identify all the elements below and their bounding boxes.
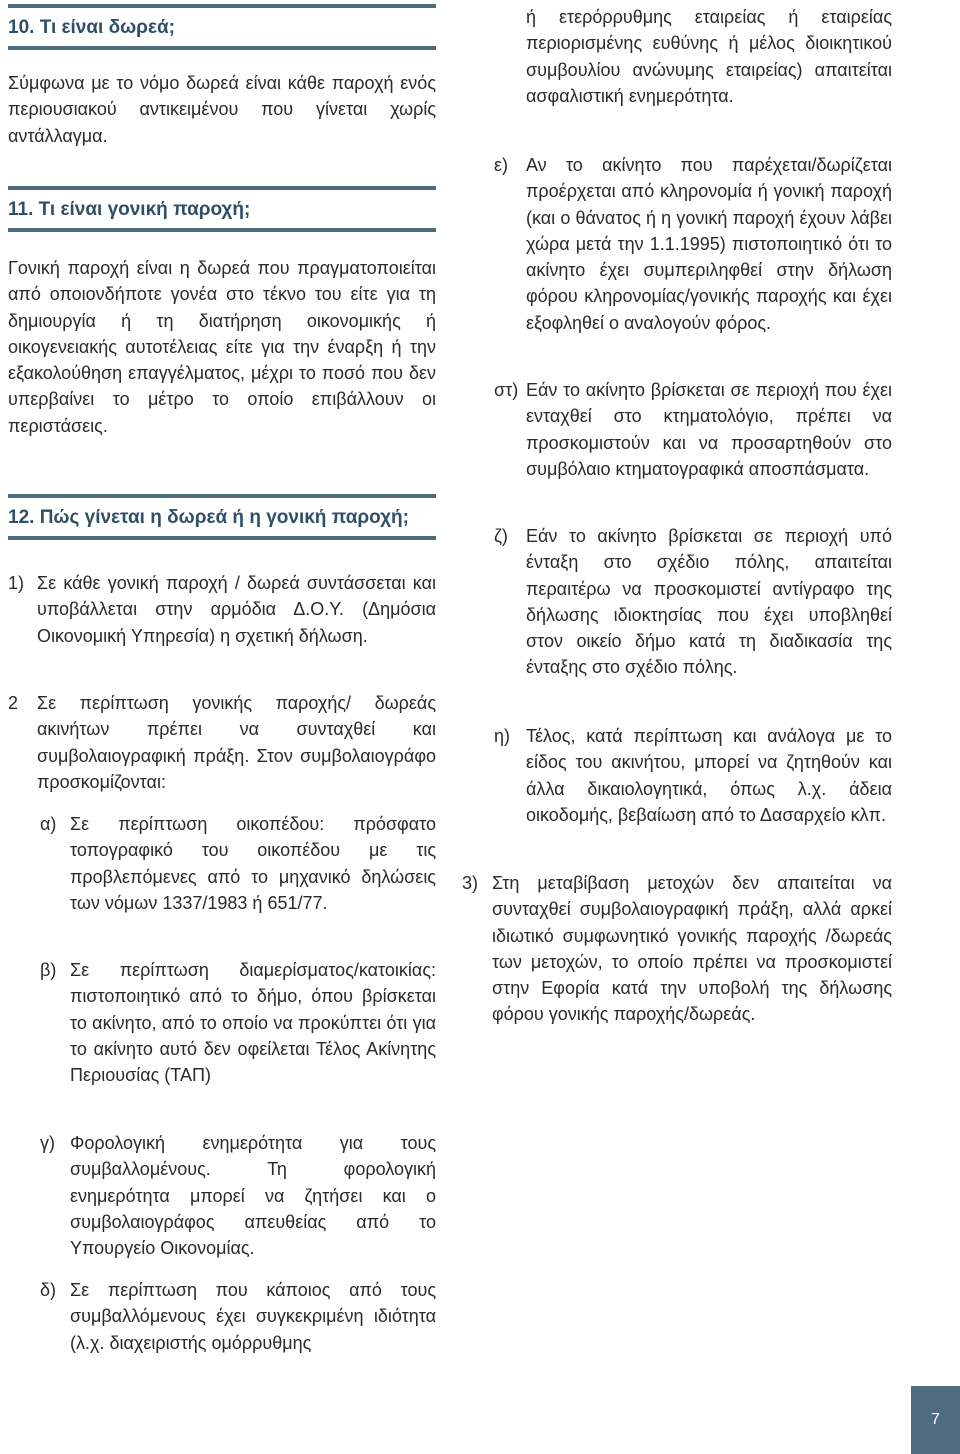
section-10-body: Σύμφωνα με το νόμο δωρεά είναι κάθε παροχή ενός περιουσιακού αντικειμένου που γίνεται χωρίς αντάλλαγμα.: [8, 73, 436, 146]
sub-item-eta-label: η): [494, 726, 511, 746]
sub-item-epsilon-label: ε): [494, 155, 509, 175]
sub-item-eta: [494, 723, 892, 828]
sub-item-stigma-label: στ): [494, 380, 519, 400]
section-11-title: 11. Τι είναι γονική παροχή;: [8, 199, 251, 220]
section-12-heading: [8, 494, 436, 540]
sub-item-beta-text: Σε περίπτωση διαμερίσματος/κατοικίας: πιστοποιητικό από το δήμο, όπου βρίσκεται το ακίνητο, από το οποίο να προκύπτει ότι για το ακίνητο αυτό δεν οφείλεται Τέλος Ακίνητης Περιουσίας (ΤΑΠ): [70, 960, 436, 1086]
section-10-heading: [8, 4, 436, 50]
list-item-2-label: 2: [8, 693, 19, 713]
sub-item-beta-label: β): [40, 960, 57, 980]
sub-item-alpha-label: α): [40, 814, 57, 834]
list-item-1-text: Σε κάθε γονική παροχή / δωρεά συντάσσεται και υποβάλλεται στην αρμόδια Δ.Ο.Υ. (Δημόσια Οικονομική Υπηρεσία) η σχετική δήλωση.: [37, 573, 436, 646]
sub-item-delta-continued: [526, 4, 892, 109]
sub-item-delta-text: Σε περίπτωση που κάποιος από τους συμβαλλόμενους έχει συγκεκριμένη ιδιότητα (λ.χ. διαχειριστής ομόρρυθμης: [70, 1280, 436, 1353]
list-item-3-text: Στη μεταβίβαση μετοχών δεν απαιτείται να συνταχθεί συμβολαιογραφική πράξη, αλλά αρκεί ιδιωτικό συμφωνητικό γονικής παροχής /δωρεάς των μετοχών, το οποίο πρέπει να προσκομιστεί στην Εφορία κατά την υποβολή της δήλωσης φόρου γονικής παροχής/δωρεάς.: [492, 873, 892, 1025]
list-item-2-text: Σε περίπτωση γονικής παροχής/ δωρεάς ακινήτων πρέπει να συνταχθεί και συμβολαιογραφική πράξη. Στον συμβολαιογράφο προσκομίζονται:: [37, 693, 436, 792]
sub-item-zeta-text: Εάν το ακίνητο βρίσκεται σε περιοχή υπό ένταξη στο σχέδιο πόλης, απαιτείται περαιτέρω να προσκομιστεί αντίγραφο της δήλωσης ιδιοκτησίας που έχει υποβληθεί στον οικείο δήμο κατά τη διαδικασία της ένταξης στο σχέδιο πόλης.: [526, 526, 892, 678]
section-12-title: 12. Πώς γίνεται η δωρεά ή η γονική παροχή;: [8, 507, 409, 528]
sub-item-gamma: [40, 1130, 436, 1261]
sub-item-stigma-text: Εάν το ακίνητο βρίσκεται σε περιοχή που έχει ενταχθεί στο κτηματολόγιο, πρέπει να προσκομιστούν και να προσαρτηθούν στο συμβόλαιο κτηματογραφικά αποσπάσματα.: [526, 380, 892, 479]
page-number: 7: [931, 1411, 940, 1428]
sub-item-stigma: [494, 377, 892, 482]
list-item-1-label: 1): [8, 573, 25, 593]
sub-item-eta-text: Τέλος, κατά περίπτωση και ανάλογα με το είδος του ακινήτου, μπορεί να ζητηθούν και άλλα δικαιολογητικά, όπως λ.χ. άδεια οικοδομής, βεβαίωση από το Δασαρχείο κλπ.: [526, 726, 892, 825]
page-number-badge: [911, 1386, 960, 1454]
sub-item-delta-label: δ): [40, 1280, 57, 1300]
sub-item-gamma-text: Φορολογική ενημερότητα για τους συμβαλλομένους. Τη φορολογική ενημερότητα μπορεί να ζητήσει και ο συμβολαιογράφος απευθείας από το Υπουργείο Οικονομίας.: [70, 1133, 436, 1259]
sub-item-beta: [40, 957, 436, 1088]
sub-item-epsilon-text: Αν το ακίνητο που παρέχεται/δωρίζεται προέρχεται από κληρονομία ή γονική παροχή (και ο θάνατος ή η γονική παροχή έχουν λάβει χώρα μετά την 1.1.1995) πιστοποιητικό ότι το ακίνητο έχει συμπεριληφθεί στην δήλωση φόρου κληρονομίας/γονικής παροχής και έχει εξοφληθεί ο αναλογούν φόρος.: [526, 155, 892, 333]
section-11-body: Γονική παροχή είναι η δωρεά που πραγματοποιείται από οποιονδήποτε γονέα στο τέκνο του είτε για τη δημιουργία ή τη διατήρηση οικονομικής ή οικογενειακής αυτοτέλειας είτε για την έναρξη ή την εξακολούθηση επαγγέλματος, μέχρι το ποσό που δεν υπερβαίνει το μέτρο το οποίο επιβάλλουν οι περιστάσεις.: [8, 258, 436, 436]
list-item-1: [8, 570, 436, 649]
sub-item-gamma-label: γ): [40, 1133, 55, 1153]
sub-item-alpha: [40, 811, 436, 916]
sub-item-zeta-label: ζ): [494, 526, 508, 546]
list-item-3-label: 3): [462, 873, 479, 893]
sub-item-delta-continued-text: ή ετερόρρυθμης εταιρείας ή εταιρείας περιορισμένης ευθύνης ή μέλος διοικητικού συμβουλίου ανώνυμης εταιρείας) απαιτείται ασφαλιστική ενημερότητα.: [526, 7, 892, 106]
section-11-heading: [8, 186, 436, 232]
list-item-3: [462, 870, 892, 1028]
sub-item-zeta: [494, 523, 892, 681]
list-item-2: [8, 690, 436, 795]
sub-item-epsilon: [494, 152, 892, 336]
sub-item-delta: [40, 1277, 436, 1356]
sub-item-alpha-text: Σε περίπτωση οικοπέδου: πρόσφατο τοπογραφικό του οικοπέδου με τις προβλεπόμενες από το μηχανικό δηλώσεις των νόμων 1337/1983 ή 651/77.: [70, 814, 436, 913]
section-10-title: 10. Τι είναι δωρεά;: [8, 17, 175, 38]
